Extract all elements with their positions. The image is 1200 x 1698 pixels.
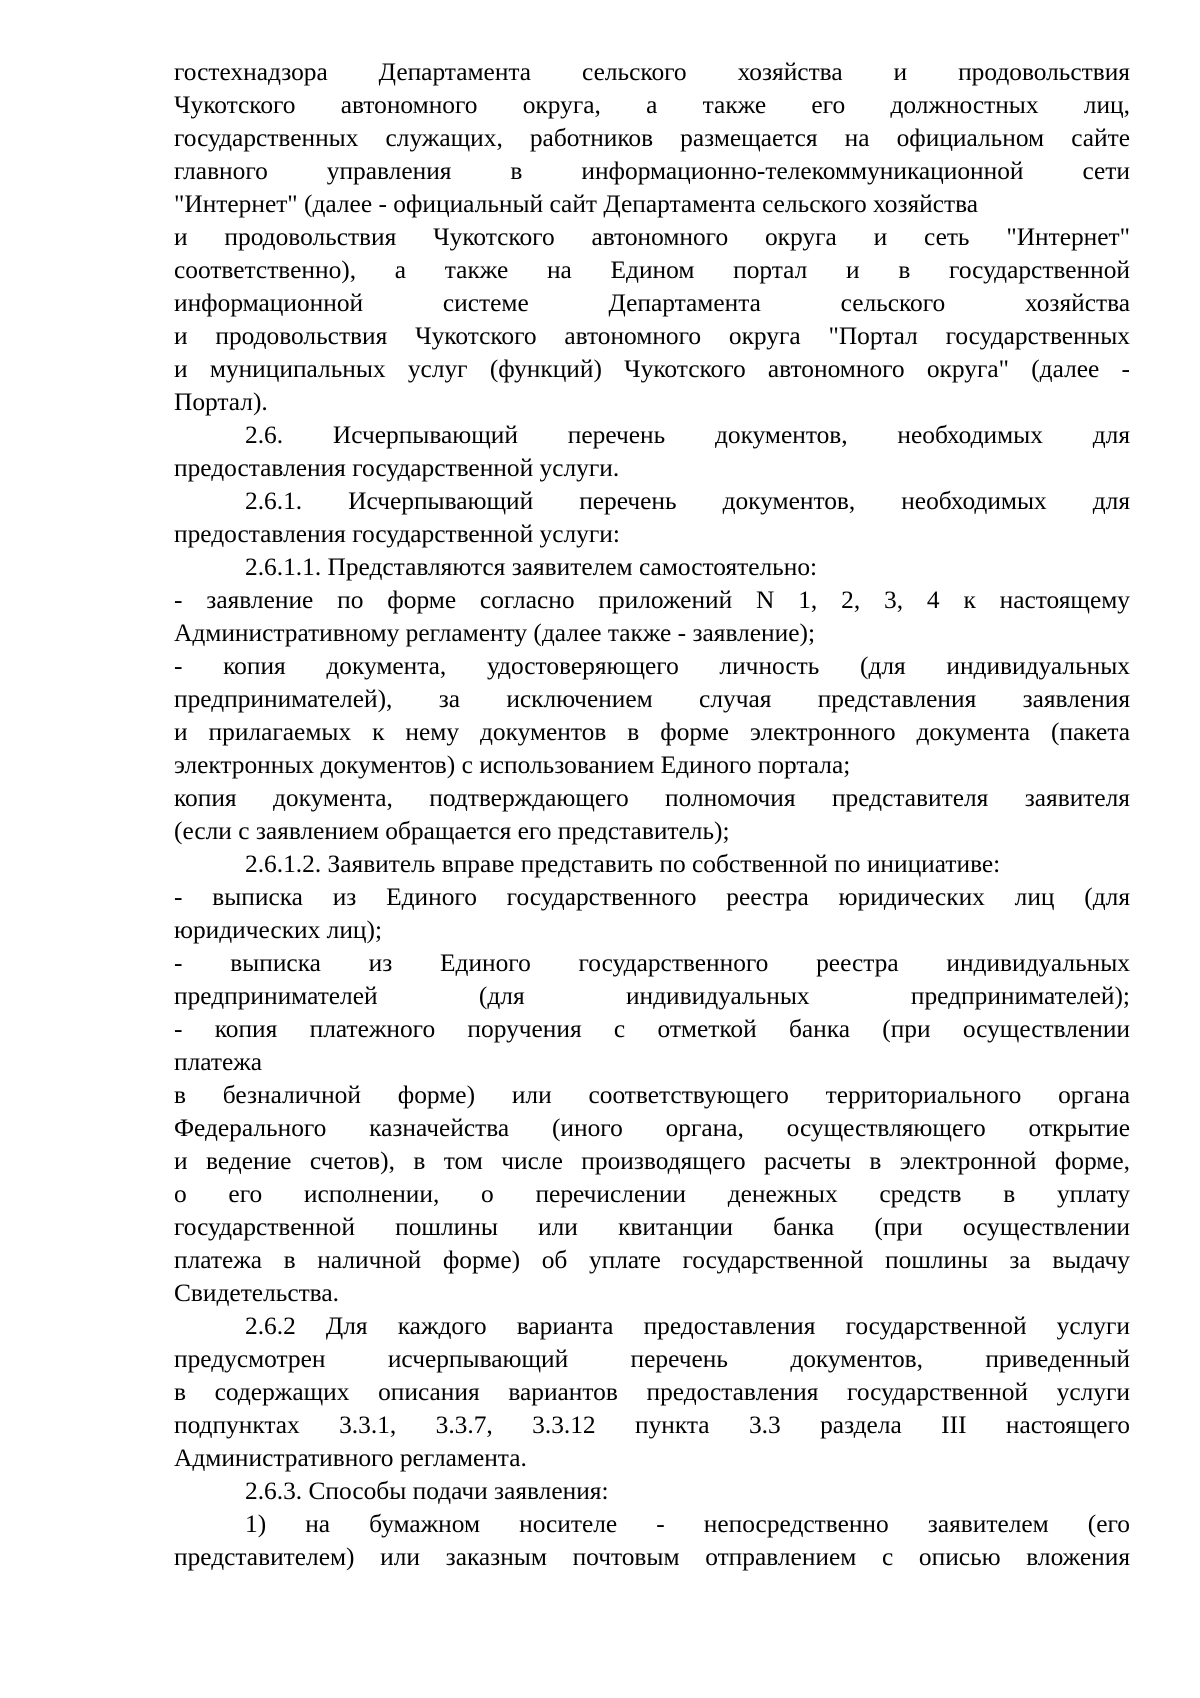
text-line: - копия документа, удостоверяющего личность (для индивидуальных: [174, 652, 1130, 680]
text-line: 2.6.1.1. Представляются заявителем самостоятельно:: [245, 553, 818, 581]
text-line: 2.6. Исчерпывающий перечень документов, необходимых для: [245, 421, 1130, 449]
text-line: и продовольствия Чукотского автономного округа "Портал государственных: [174, 322, 1130, 350]
text-line: предпринимателей), за исключением случая представления заявления: [174, 685, 1130, 713]
text-line: платежа в наличной форме) об уплате государственной пошлины за выдачу: [174, 1246, 1130, 1274]
text-line: предоставления государственной услуги.: [174, 454, 620, 482]
text-line: "Интернет" (далее - официальный сайт Департамента сельского хозяйства: [174, 190, 979, 218]
text-line: предусмотрен исчерпывающий перечень документов, приведенный: [174, 1345, 1130, 1373]
text-line: электронных документов) с использованием Единого портала;: [174, 751, 851, 779]
text-line: - копия платежного поручения с отметкой банка (при осуществлении: [174, 1015, 1130, 1043]
text-line: о его исполнении, о перечислении денежных средств в уплату: [174, 1180, 1130, 1208]
text-line: Портал).: [174, 388, 268, 416]
text-line: - заявление по форме согласно приложений N 1, 2, 3, 4 к настоящему: [174, 586, 1130, 614]
document-page: [174, 56, 1130, 1574]
text-line: информационной системе Департамента сельского хозяйства: [174, 289, 1130, 317]
text-line: (если с заявлением обращается его представитель);: [174, 817, 730, 845]
text-line: Административного регламента.: [174, 1444, 527, 1472]
text-line: и ведение счетов), в том числе производящего расчеты в электронной форме,: [174, 1147, 1130, 1175]
text-line: Административному регламенту (далее также - заявление);: [174, 619, 816, 647]
text-line: - выписка из Единого государственного реестра индивидуальных: [174, 949, 1130, 977]
text-line: Чукотского автономного округа, а также его должностных лиц,: [174, 91, 1130, 119]
text-line: копия документа, подтверждающего полномочия представителя заявителя: [174, 784, 1130, 812]
text-line: главного управления в информационно-телекоммуникационной сети: [174, 157, 1130, 185]
text-line: предоставления государственной услуги:: [174, 520, 620, 548]
text-line: представителем) или заказным почтовым отправлением с описью вложения: [174, 1543, 1130, 1571]
text-line: 2.6.3. Способы подачи заявления:: [245, 1477, 609, 1505]
text-line: - выписка из Единого государственного реестра юридических лиц (для: [174, 883, 1130, 911]
text-line: гостехнадзора Департамента сельского хозяйства и продовольствия: [174, 58, 1130, 86]
text-line: соответственно), а также на Едином портал и в государственной: [174, 256, 1130, 284]
text-line: подпунктах 3.3.1, 3.3.7, 3.3.12 пункта 3.3 раздела III настоящего: [174, 1411, 1130, 1439]
text-line: в безналичной форме) или соответствующего территориального органа: [174, 1081, 1130, 1109]
text-line: юридических лиц);: [174, 916, 383, 944]
text-line: и прилагаемых к нему документов в форме электронного документа (пакета: [174, 718, 1130, 746]
text-line: в содержащих описания вариантов предоставления государственной услуги: [174, 1378, 1130, 1406]
text-line: 2.6.2 Для каждого варианта предоставления государственной услуги: [245, 1312, 1130, 1340]
text-line: предпринимателей (для индивидуальных предпринимателей);: [174, 982, 1130, 1010]
text-line: 2.6.1.2. Заявитель вправе представить по собственной по инициативе:: [245, 850, 1001, 878]
text-line: платежа: [174, 1048, 263, 1076]
text-line: государственной пошлины или квитанции банка (при осуществлении: [174, 1213, 1130, 1241]
text-line: и продовольствия Чукотского автономного округа и сеть "Интернет": [174, 223, 1130, 251]
text-line: 1) на бумажном носителе - непосредственно заявителем (его: [245, 1510, 1130, 1538]
text-line: и муниципальных услуг (функций) Чукотского автономного округа" (далее -: [174, 355, 1130, 383]
text-line: Свидетельства.: [174, 1279, 339, 1307]
text-line: Федерального казначейства (иного органа, осуществляющего открытие: [174, 1114, 1130, 1142]
text-line: 2.6.1. Исчерпывающий перечень документов, необходимых для: [245, 487, 1130, 515]
text-line: государственных служащих, работников размещается на официальном сайте: [174, 124, 1130, 152]
